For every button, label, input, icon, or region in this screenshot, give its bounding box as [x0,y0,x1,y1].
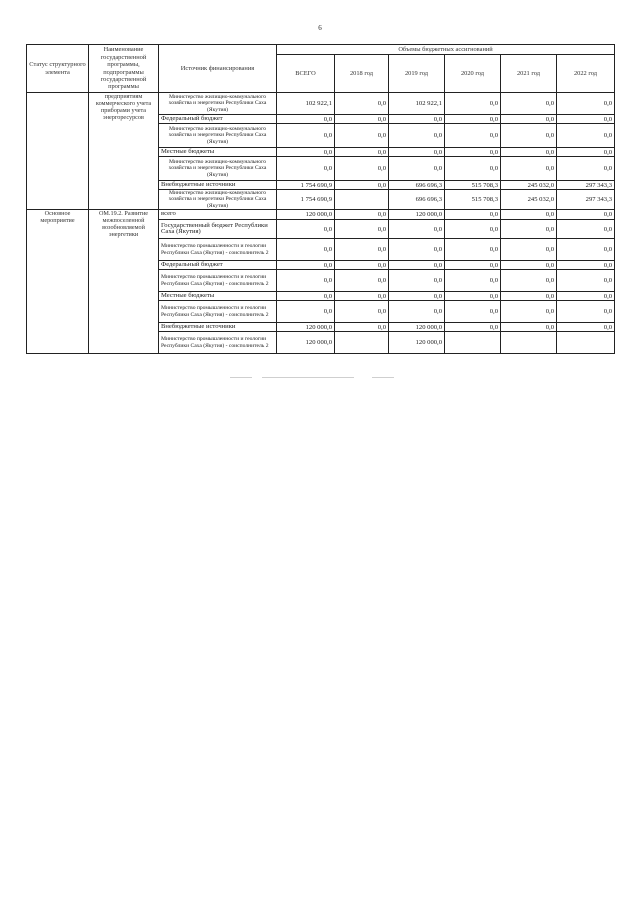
value-cell: 0,0 [277,220,335,239]
value-cell: 0,0 [445,323,501,332]
value-cell: 0,0 [389,261,445,270]
header-year-total: ВСЕГО [277,55,335,93]
value-cell: 120 000,0 [389,332,445,354]
value-cell: 0,0 [557,270,615,292]
status-cell-empty [27,93,89,210]
value-cell: 120 000,0 [277,332,335,354]
value-cell: 0,0 [557,220,615,239]
source-cell: Министерство промышленности и геологии Республики Саха (Якутия) - соисполнитель 2 [159,239,277,261]
value-cell: 120 000,0 [389,323,445,332]
value-cell: 0,0 [389,148,445,157]
value-cell: 120 000,0 [277,210,335,220]
value-cell: 0,0 [557,239,615,261]
value-cell: 102 922,1 [389,93,445,115]
value-cell: 0,0 [557,124,615,148]
source-cell: Министерство жилищно-коммунального хозяйства и энергетики Республики Саха (Якутия) [159,124,277,148]
value-cell: 0,0 [445,148,501,157]
value-cell: 0,0 [445,261,501,270]
value-cell: 0,0 [277,115,335,124]
value-cell [335,190,389,210]
value-cell: 245 032,0 [501,190,557,210]
value-cell: 696 696,3 [389,190,445,210]
value-cell: 0,0 [335,239,389,261]
header-volumes: Объемы бюджетных ассигнований [277,45,615,55]
value-cell: 0,0 [557,93,615,115]
source-cell: Внебюджетные источники [159,181,277,190]
value-cell: 0,0 [501,239,557,261]
header-year-2019: 2019 год [389,55,445,93]
page-number: 6 [318,24,322,32]
value-cell: 515 708,3 [445,181,501,190]
value-cell: 0,0 [445,220,501,239]
value-cell: 0,0 [277,301,335,323]
value-cell: 0,0 [335,323,389,332]
value-cell: 0,0 [445,157,501,181]
value-cell: 0,0 [335,261,389,270]
value-cell: 0,0 [277,239,335,261]
source-cell: Министерство жилищно-коммунального хозяйства и энергетики Республики Саха (Якутия) [159,93,277,115]
header-status: Статус структурного элемента [27,45,89,93]
value-cell: 515 708,3 [445,190,501,210]
program-name: предприятиям коммерческого учета приборами учета энергоресурсов [89,93,159,210]
value-cell: 0,0 [277,261,335,270]
value-cell [501,332,557,354]
value-cell: 0,0 [389,239,445,261]
header-year-2021: 2021 год [501,55,557,93]
value-cell: 245 032,0 [501,181,557,190]
program-name: ОМ.19.2. Развитие межпоселенной возобновляемой энергетики [89,210,159,354]
value-cell: 0,0 [445,239,501,261]
value-cell: 696 696,3 [389,181,445,190]
value-cell: 0,0 [501,323,557,332]
value-cell: 0,0 [445,210,501,220]
header-year-2018: 2018 год [335,55,389,93]
value-cell: 0,0 [335,292,389,301]
value-cell: 297 343,3 [557,181,615,190]
value-cell: 0,0 [501,301,557,323]
status-cell: Основное мероприятие [27,210,89,354]
value-cell: 0,0 [335,115,389,124]
value-cell: 0,0 [445,93,501,115]
source-cell: Местные бюджеты [159,292,277,301]
value-cell: 0,0 [445,292,501,301]
value-cell: 0,0 [445,270,501,292]
value-cell: 0,0 [557,292,615,301]
value-cell: 0,0 [501,292,557,301]
value-cell: 0,0 [277,292,335,301]
source-cell: Министерство промышленности и геологии Республики Саха (Якутия) - соисполнитель 2 [159,270,277,292]
value-cell: 1 754 690,9 [277,190,335,210]
source-cell: Министерство жилищно-коммунального хозяйства и энергетики Республики Саха (Якутия) [159,190,277,210]
footer-divider [372,377,394,378]
source-cell: Министерство жилищно-коммунального хозяйства и энергетики Республики Саха (Якутия) [159,157,277,181]
value-cell: 0,0 [557,261,615,270]
value-cell: 0,0 [501,157,557,181]
value-cell: 0,0 [501,148,557,157]
value-cell: 0,0 [389,124,445,148]
value-cell: 0,0 [501,210,557,220]
footer-divider [230,377,252,378]
value-cell: 0,0 [501,115,557,124]
value-cell: 0,0 [389,157,445,181]
value-cell: 0,0 [501,261,557,270]
value-cell: 0,0 [277,270,335,292]
value-cell: 0,0 [335,181,389,190]
value-cell: 0,0 [335,301,389,323]
value-cell: 0,0 [501,220,557,239]
value-cell: 0,0 [335,220,389,239]
table-row [27,210,615,220]
value-cell: 0,0 [335,210,389,220]
budget-table [26,44,615,354]
header-name: Наименование государственной программы, подпрограммы государственной программы [89,45,159,93]
value-cell: 0,0 [389,270,445,292]
table-row [27,93,615,115]
value-cell: 0,0 [557,115,615,124]
source-cell: всего [159,210,277,220]
source-cell: Внебюджетные источники [159,323,277,332]
value-cell: 297 343,3 [557,190,615,210]
source-cell: Министерство промышленности и геологии Республики Саха (Якутия) - соисполнитель 2 [159,301,277,323]
source-cell: Федеральный бюджет [159,261,277,270]
value-cell: 0,0 [389,301,445,323]
value-cell: 120 000,0 [277,323,335,332]
value-cell: 0,0 [335,270,389,292]
value-cell: 102 922,1 [277,93,335,115]
value-cell: 0,0 [335,93,389,115]
value-cell: 0,0 [277,148,335,157]
source-cell: Государственный бюджет Республики Саха (Якутия) [159,220,277,239]
value-cell: 0,0 [501,270,557,292]
value-cell: 0,0 [557,210,615,220]
value-cell: 0,0 [557,157,615,181]
value-cell: 0,0 [389,292,445,301]
value-cell: 0,0 [389,220,445,239]
value-cell: 0,0 [335,124,389,148]
footer-divider [262,377,354,378]
value-cell [335,332,389,354]
value-cell: 0,0 [501,124,557,148]
source-cell: Федеральный бюджет [159,115,277,124]
value-cell: 0,0 [557,301,615,323]
value-cell: 0,0 [277,157,335,181]
source-cell: Местные бюджеты [159,148,277,157]
value-cell: 0,0 [445,301,501,323]
value-cell: 0,0 [389,115,445,124]
value-cell: 0,0 [501,93,557,115]
header-source: Источник финансирования [159,45,277,93]
value-cell: 0,0 [445,124,501,148]
header-year-2020: 2020 год [445,55,501,93]
value-cell: 0,0 [277,124,335,148]
value-cell: 120 000,0 [389,210,445,220]
source-cell: Министерство промышленности и геологии Республики Саха (Якутия) - соисполнитель 2 [159,332,277,354]
value-cell: 0,0 [557,323,615,332]
value-cell: 0,0 [557,148,615,157]
value-cell [445,332,501,354]
value-cell: 1 754 690,9 [277,181,335,190]
value-cell: 0,0 [335,157,389,181]
header-year-2022: 2022 год [557,55,615,93]
value-cell [557,332,615,354]
value-cell: 0,0 [335,148,389,157]
value-cell: 0,0 [445,115,501,124]
